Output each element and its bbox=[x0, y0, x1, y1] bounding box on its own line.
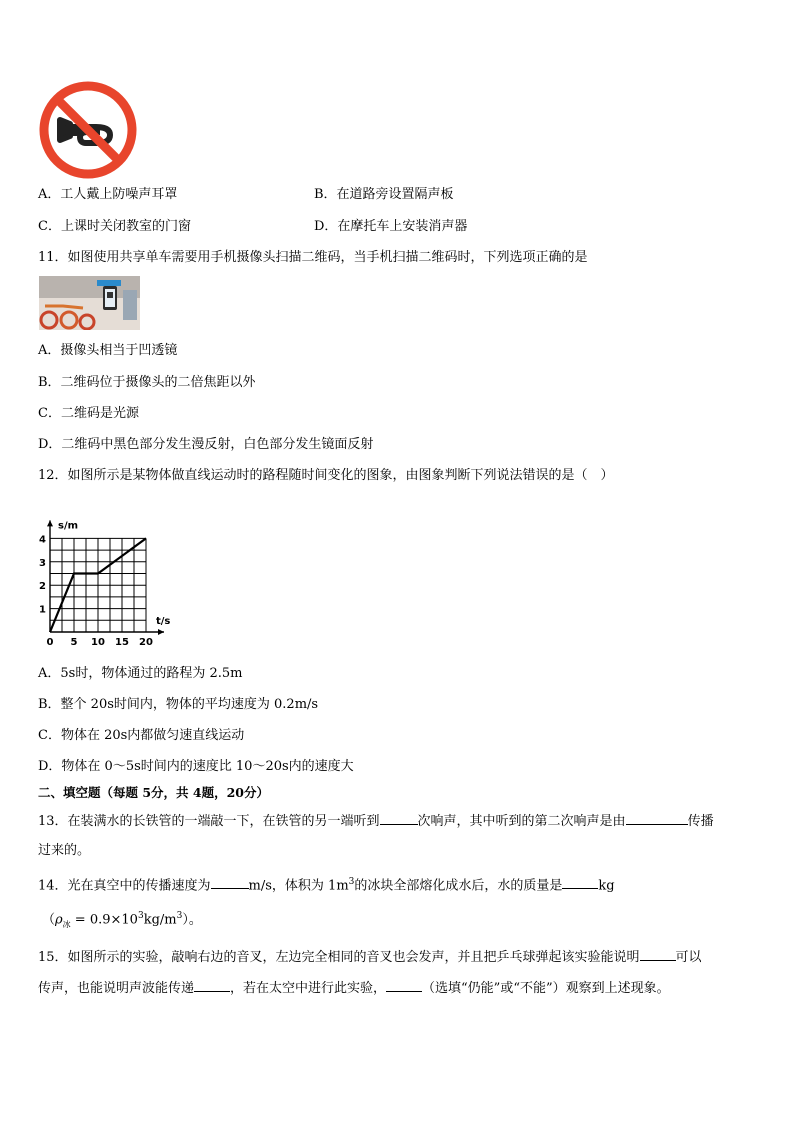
q12-option-d: D．物体在 0～5s时间内的速度比 10～20s内的速度大 bbox=[38, 759, 354, 774]
q11-option-a: A．摄像头相当于凹透镜 bbox=[38, 343, 178, 358]
q10-option-b: B．在道路旁设置隔声板 bbox=[314, 187, 454, 202]
q14-text-3: 的冰块全部熔化成水后，水的质量是 bbox=[354, 878, 563, 894]
q10-option-a: A．工人戴上防噪声耳罩 bbox=[38, 187, 178, 202]
q15-text-3: 传声，也能说明声波能传递 bbox=[38, 981, 195, 996]
section-heading: 二、填空题（每题 5分，共 4题，20分） bbox=[38, 785, 269, 800]
distance-time-chart bbox=[36, 500, 181, 652]
q15-line2 bbox=[38, 977, 670, 998]
y-tick-label: 1 bbox=[39, 604, 46, 616]
q10-option-d: D．在摩托车上安装消声器 bbox=[314, 219, 468, 234]
x-axis-label: t/s bbox=[156, 616, 171, 627]
x-tick-label: 15 bbox=[115, 637, 129, 648]
rho-subscript: 冰 bbox=[62, 919, 71, 929]
q12-option-a: A．5s时，物体通过的路程为 2.5m bbox=[38, 666, 243, 681]
y-axis-label: s/m bbox=[58, 520, 79, 532]
chart-ticks bbox=[39, 534, 153, 648]
q15-line1 bbox=[38, 946, 702, 967]
q10-option-c: C．上课时关闭教室的门窗 bbox=[38, 219, 191, 234]
q15-text-2: 可以 bbox=[675, 950, 702, 965]
q15-blank-3[interactable] bbox=[386, 977, 422, 992]
chart-grid bbox=[50, 538, 146, 632]
y-tick-label: 2 bbox=[39, 581, 46, 593]
q14-text-2: m/s，体积为 1m bbox=[248, 878, 349, 894]
formula-open: （ bbox=[42, 912, 56, 928]
q14-blank-2[interactable] bbox=[562, 874, 598, 889]
q14-line1 bbox=[38, 873, 615, 895]
q13-blank-2[interactable] bbox=[626, 810, 688, 825]
q13-text-2: 次响声，其中听到的第二次响声是由 bbox=[417, 814, 626, 829]
q15-text-1: 15．如图所示的实验，敲响右边的音叉，左边完全相同的音叉也会发声，并且把乒乓球弹起该实验能说明 bbox=[38, 950, 640, 965]
q13-line2: 过来的。 bbox=[38, 843, 91, 858]
q12-option-b: B．整个 20s时间内，物体的平均速度为 0.2m/s bbox=[38, 697, 319, 712]
q13-text-1: 13．在装满水的长铁管的一端敲一下，在铁管的另一端听到 bbox=[38, 814, 380, 829]
q11-option-d: D．二维码中黑色部分发生漫反射，白色部分发生镜面反射 bbox=[38, 437, 374, 452]
q14-formula bbox=[42, 907, 202, 934]
y-axis-arrow bbox=[47, 520, 53, 526]
x-axis-arrow bbox=[158, 629, 164, 635]
q11-option-b: B．二维码位于摄像头的二倍焦距以外 bbox=[38, 375, 256, 390]
x-tick-label: 10 bbox=[91, 637, 105, 648]
x-tick-label: 0 bbox=[46, 637, 54, 648]
q13-text-3: 传播 bbox=[687, 814, 714, 829]
q14-text-4: kg bbox=[598, 878, 615, 894]
y-tick-label: 4 bbox=[39, 534, 46, 546]
q12-stem: 12．如图所示是某物体做直线运动时的路程随时间变化的图象，由图象判断下列说法错误的是（ ） bbox=[38, 468, 614, 483]
formula-unit-exp: 3 bbox=[176, 911, 183, 921]
q11-stem: 11．如图使用共享单车需要用手机摄像头扫描二维码，当手机扫描二维码时，下列选项正确的是 bbox=[38, 250, 588, 265]
formula-eq: = 0.9×10 bbox=[70, 912, 138, 928]
q14-sup-1: 3 bbox=[348, 877, 355, 887]
y-tick-label: 3 bbox=[39, 557, 46, 569]
q11-option-c: C．二维码是光源 bbox=[38, 406, 139, 421]
rho-symbol: ρ bbox=[55, 912, 63, 928]
formula-unit: kg/m bbox=[143, 912, 177, 928]
q15-blank-2[interactable] bbox=[194, 977, 230, 992]
no-horn-sign-icon bbox=[38, 80, 138, 180]
q15-text-5: （选填“仍能”或“不能”）观察到上述现象。 bbox=[422, 981, 670, 996]
shared-bike-photo bbox=[39, 276, 140, 330]
x-tick-label: 20 bbox=[139, 637, 153, 648]
q15-text-4: ，若在太空中进行此实验， bbox=[230, 981, 387, 996]
q15-blank-1[interactable] bbox=[640, 946, 676, 961]
q13-line1 bbox=[38, 810, 714, 831]
formula-close: ）。 bbox=[182, 912, 202, 928]
q14-blank-1[interactable] bbox=[211, 874, 249, 889]
x-tick-label: 5 bbox=[70, 637, 78, 648]
formula-exp: 3 bbox=[137, 911, 144, 921]
q14-text-1: 14．光在真空中的传播速度为 bbox=[38, 878, 211, 894]
q13-blank-1[interactable] bbox=[380, 810, 418, 825]
q12-option-c: C．物体在 20s内都做匀速直线运动 bbox=[38, 728, 245, 743]
